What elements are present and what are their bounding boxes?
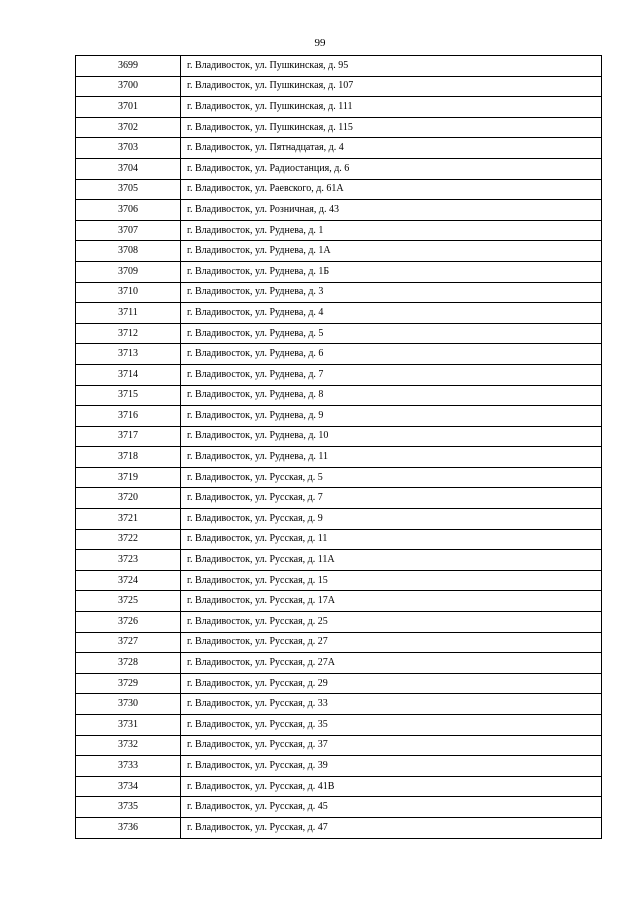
table-row — [76, 282, 602, 303]
row-number-cell: 3733 — [76, 756, 181, 777]
row-number-cell: 3722 — [76, 529, 181, 550]
row-number-cell: 3718 — [76, 447, 181, 468]
row-number-cell: 3719 — [76, 467, 181, 488]
address-table — [75, 55, 602, 839]
address-cell: г. Владивосток, ул. Русская, д. 39 — [181, 756, 602, 777]
address-cell: г. Владивосток, ул. Русская, д. 29 — [181, 673, 602, 694]
row-number-cell: 3727 — [76, 632, 181, 653]
address-cell: г. Владивосток, ул. Русская, д. 25 — [181, 612, 602, 633]
table-row — [76, 776, 602, 797]
table-row — [76, 303, 602, 324]
row-number-cell: 3735 — [76, 797, 181, 818]
address-cell: г. Владивосток, ул. Русская, д. 33 — [181, 694, 602, 715]
table-row — [76, 529, 602, 550]
table-row — [76, 488, 602, 509]
table-row — [76, 756, 602, 777]
address-cell: г. Владивосток, ул. Руднева, д. 5 — [181, 323, 602, 344]
row-number-cell: 3714 — [76, 364, 181, 385]
row-number-cell: 3731 — [76, 715, 181, 736]
address-cell: г. Владивосток, ул. Руднева, д. 8 — [181, 385, 602, 406]
table-row — [76, 344, 602, 365]
row-number-cell: 3716 — [76, 406, 181, 427]
page-number: 99 — [314, 37, 326, 49]
address-cell: г. Владивосток, ул. Русская, д. 9 — [181, 509, 602, 530]
table-row — [76, 323, 602, 344]
row-number-cell: 3729 — [76, 673, 181, 694]
address-cell: г. Владивосток, ул. Пушкинская, д. 111 — [181, 97, 602, 118]
address-cell: г. Владивосток, ул. Русская, д. 37 — [181, 735, 602, 756]
table-row — [76, 241, 602, 262]
address-cell: г. Владивосток, ул. Русская, д. 35 — [181, 715, 602, 736]
row-number-cell: 3707 — [76, 220, 181, 241]
table-row — [76, 158, 602, 179]
row-number-cell: 3723 — [76, 550, 181, 571]
table-row — [76, 673, 602, 694]
table-row — [76, 797, 602, 818]
address-cell: г. Владивосток, ул. Руднева, д. 10 — [181, 426, 602, 447]
table-row — [76, 447, 602, 468]
row-number-cell: 3734 — [76, 776, 181, 797]
address-cell: г. Владивосток, ул. Русская, д. 41В — [181, 776, 602, 797]
row-number-cell: 3709 — [76, 261, 181, 282]
address-cell: г. Владивосток, ул. Руднева, д. 1Б — [181, 261, 602, 282]
row-number-cell: 3730 — [76, 694, 181, 715]
row-number-cell: 3713 — [76, 344, 181, 365]
table-row — [76, 694, 602, 715]
address-cell: г. Владивосток, ул. Пятнадцатая, д. 4 — [181, 138, 602, 159]
address-cell: г. Владивосток, ул. Руднева, д. 6 — [181, 344, 602, 365]
table-row — [76, 509, 602, 530]
table-row — [76, 385, 602, 406]
table-row — [76, 97, 602, 118]
table-row — [76, 467, 602, 488]
row-number-cell: 3700 — [76, 76, 181, 97]
address-cell: г. Владивосток, ул. Русская, д. 17А — [181, 591, 602, 612]
table-row — [76, 117, 602, 138]
row-number-cell: 3705 — [76, 179, 181, 200]
address-cell: г. Владивосток, ул. Руднева, д. 9 — [181, 406, 602, 427]
row-number-cell: 3726 — [76, 612, 181, 633]
row-number-cell: 3725 — [76, 591, 181, 612]
row-number-cell: 3702 — [76, 117, 181, 138]
address-cell: г. Владивосток, ул. Русская, д. 5 — [181, 467, 602, 488]
row-number-cell: 3715 — [76, 385, 181, 406]
table-body — [76, 56, 602, 839]
address-cell: г. Владивосток, ул. Руднева, д. 7 — [181, 364, 602, 385]
address-cell: г. Владивосток, ул. Русская, д. 7 — [181, 488, 602, 509]
table-row — [76, 179, 602, 200]
address-cell: г. Владивосток, ул. Руднева, д. 1А — [181, 241, 602, 262]
address-cell: г. Владивосток, ул. Русская, д. 27 — [181, 632, 602, 653]
table-row — [76, 817, 602, 838]
address-cell: г. Владивосток, ул. Пушкинская, д. 107 — [181, 76, 602, 97]
address-cell: г. Владивосток, ул. Русская, д. 15 — [181, 570, 602, 591]
address-cell: г. Владивосток, ул. Русская, д. 47 — [181, 817, 602, 838]
address-cell: г. Владивосток, ул. Руднева, д. 4 — [181, 303, 602, 324]
address-cell: г. Владивосток, ул. Руднева, д. 3 — [181, 282, 602, 303]
address-cell: г. Владивосток, ул. Русская, д. 27А — [181, 653, 602, 674]
address-cell: г. Владивосток, ул. Радиостанция, д. 6 — [181, 158, 602, 179]
table-row — [76, 426, 602, 447]
row-number-cell: 3728 — [76, 653, 181, 674]
row-number-cell: 3703 — [76, 138, 181, 159]
table-row — [76, 261, 602, 282]
table-row — [76, 632, 602, 653]
table-row — [76, 220, 602, 241]
table-row — [76, 138, 602, 159]
table-row — [76, 591, 602, 612]
table-row — [76, 200, 602, 221]
row-number-cell: 3708 — [76, 241, 181, 262]
address-cell: г. Владивосток, ул. Руднева, д. 1 — [181, 220, 602, 241]
address-cell: г. Владивосток, ул. Руднева, д. 11 — [181, 447, 602, 468]
table-row — [76, 550, 602, 571]
table-row — [76, 715, 602, 736]
row-number-cell: 3720 — [76, 488, 181, 509]
address-cell: г. Владивосток, ул. Пушкинская, д. 95 — [181, 56, 602, 77]
table-row — [76, 570, 602, 591]
address-cell: г. Владивосток, ул. Русская, д. 11 — [181, 529, 602, 550]
address-cell: г. Владивосток, ул. Раевского, д. 61А — [181, 179, 602, 200]
table-row — [76, 56, 602, 77]
row-number-cell: 3706 — [76, 200, 181, 221]
table-row — [76, 735, 602, 756]
address-cell: г. Владивосток, ул. Розничная, д. 43 — [181, 200, 602, 221]
table-row — [76, 364, 602, 385]
row-number-cell: 3724 — [76, 570, 181, 591]
row-number-cell: 3701 — [76, 97, 181, 118]
row-number-cell: 3736 — [76, 817, 181, 838]
table-row — [76, 76, 602, 97]
table-row — [76, 653, 602, 674]
row-number-cell: 3699 — [76, 56, 181, 77]
row-number-cell: 3711 — [76, 303, 181, 324]
address-cell: г. Владивосток, ул. Пушкинская, д. 115 — [181, 117, 602, 138]
table-row — [76, 612, 602, 633]
address-cell: г. Владивосток, ул. Русская, д. 11А — [181, 550, 602, 571]
address-cell: г. Владивосток, ул. Русская, д. 45 — [181, 797, 602, 818]
row-number-cell: 3712 — [76, 323, 181, 344]
row-number-cell: 3721 — [76, 509, 181, 530]
row-number-cell: 3710 — [76, 282, 181, 303]
table-row — [76, 406, 602, 427]
row-number-cell: 3717 — [76, 426, 181, 447]
row-number-cell: 3732 — [76, 735, 181, 756]
row-number-cell: 3704 — [76, 158, 181, 179]
